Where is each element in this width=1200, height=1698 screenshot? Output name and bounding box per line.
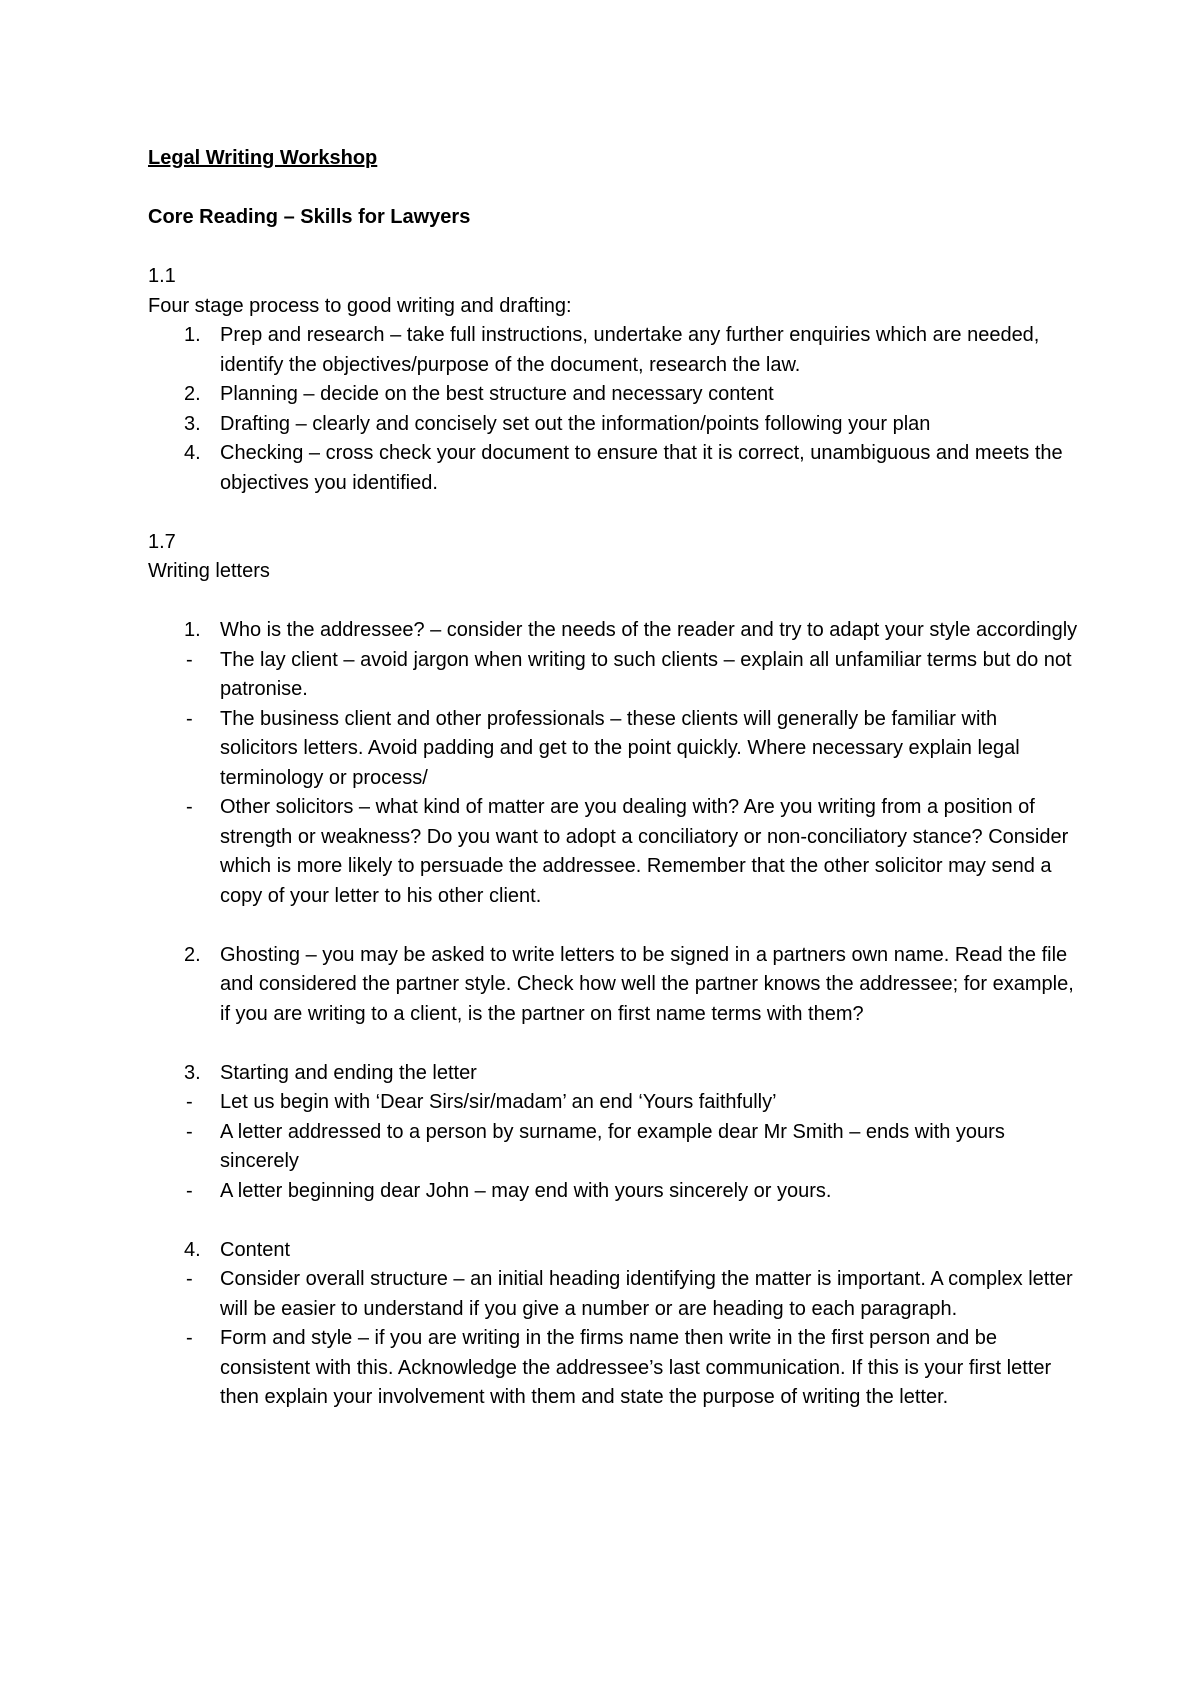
bullet-item — [148, 1118, 1078, 1177]
list-item — [148, 321, 1078, 380]
list-number: 3. — [184, 1061, 201, 1084]
bullet-item — [148, 1088, 1078, 1118]
bullet-item — [148, 646, 1078, 705]
bullet-text: The lay client – avoid jargon when writing to such clients – explain all unfamiliar terms but do not patronise. — [220, 648, 1072, 700]
list-number: 1. — [184, 619, 201, 641]
bullet-text: A letter addressed to a person by surname, for example dear Mr Smith – ends with yours sincerely — [220, 1120, 1005, 1172]
bullet-text: A letter beginning dear John – may end with yours sincerely or yours. — [220, 1179, 832, 1202]
section-intro-1-7: Writing letters — [148, 560, 270, 582]
dash-bullet: - — [186, 796, 193, 818]
list-number: 2. — [184, 383, 201, 405]
section-number-1-1: 1.1 — [148, 265, 176, 287]
list-number: 1. — [184, 324, 201, 346]
dash-bullet: - — [186, 1327, 193, 1349]
list-number: 2. — [184, 943, 201, 966]
list-number: 4. — [184, 1238, 201, 1261]
list-item — [148, 941, 1078, 1030]
list-number: 3. — [184, 412, 201, 435]
bullet-text: Form and style – if you are writing in the firms name then write in the first person and be consistent with this. Acknowledge the addressee’s last communication. If this is your first letter then explain your involvement with them and state the purpose of writing the letter. — [220, 1327, 1052, 1408]
bullet-text: Other solicitors – what kind of matter are you dealing with? Are you writing from a position of strength or weakness? Do you want to adopt a conciliatory or non-conciliatory stance? Consider which is more likely to persuade the addressee. Remember that the other solicitor may send a copy of your letter to his other client. — [220, 796, 1069, 907]
list-item-text: Who is the addressee? – consider the needs of the reader and try to adapt your style accordingly — [220, 619, 1078, 641]
list-item-text: Planning – decide on the best structure and necessary content — [220, 383, 774, 405]
list-item — [148, 616, 1078, 646]
dash-bullet: - — [186, 1268, 193, 1290]
bullet-text: Let us begin with ‘Dear Sirs/sir/madam’ an end ‘Yours faithfully’ — [220, 1091, 777, 1113]
dash-bullet: - — [186, 1179, 193, 1202]
list-item-text: Checking – cross check your document to ensure that it is correct, unambiguous and meets the objectives you identified. — [220, 442, 1063, 494]
bullet-text: Consider overall structure – an initial heading identifying the matter is important. A complex letter will be easier to understand if you give a number or are heading to each paragraph. — [220, 1268, 1073, 1320]
section-intro-1-1: Four stage process to good writing and drafting: — [148, 294, 572, 317]
document-page — [148, 144, 1078, 1413]
dash-bullet: - — [186, 648, 193, 671]
dash-bullet: - — [186, 1120, 193, 1143]
bullet-item — [148, 1265, 1078, 1324]
list-item — [148, 439, 1078, 498]
list-item — [148, 1236, 1078, 1266]
bullet-text: The business client and other professionals – these clients will generally be familiar with solicitors letters. Avoid padding and get to the point quickly. Where necessary explain legal terminology or process/ — [220, 707, 1020, 789]
list-item-text: Prep and research – take full instructions, undertake any further enquiries which are needed, identify the objectives/purpose of the document, research the law. — [220, 324, 1040, 376]
bullet-item — [148, 1177, 1078, 1207]
list-item-text: Starting and ending the letter — [220, 1061, 477, 1084]
list-item-text: Content — [220, 1238, 291, 1261]
list-number: 4. — [184, 442, 201, 464]
list-item-text: Drafting – clearly and concisely set out the information/points following your plan — [220, 412, 931, 435]
list-item — [148, 1059, 1078, 1089]
document-title: Legal Writing Workshop — [148, 147, 378, 169]
document-subtitle: Core Reading – Skills for Lawyers — [148, 206, 471, 228]
bullet-item — [148, 793, 1078, 911]
bullet-item — [148, 705, 1078, 794]
list-item-text: Ghosting – you may be asked to write letters to be signed in a partners own name. Read the file and considered the partner style. Check how well the partner knows the addressee; for example, if you are writing to a client, is the partner on first name terms with them? — [220, 943, 1074, 1025]
bullet-item — [148, 1324, 1078, 1413]
dash-bullet: - — [186, 1091, 193, 1113]
list-item — [148, 410, 1078, 440]
section-number-1-7: 1.7 — [148, 530, 176, 553]
list-item — [148, 380, 1078, 410]
dash-bullet: - — [186, 707, 193, 730]
